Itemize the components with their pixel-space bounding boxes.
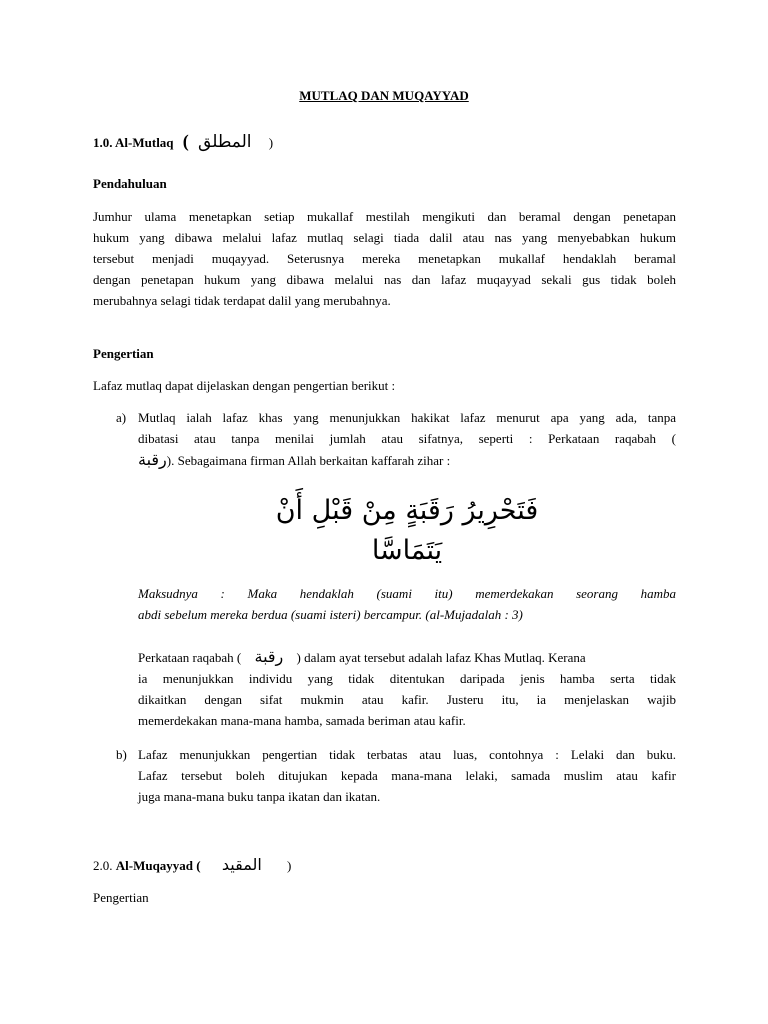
list-item-a-line-text: ). Sebagaimana firman Allah berkaitan kaffarah zihar : (166, 453, 451, 468)
explanation-line: memerdekakan mana-mana hamba, samada beriman atau kafir. (138, 713, 466, 728)
pendahuluan-line: hukum yang dibawa melalui lafaz mutlaq selagi tiada dalil atau nas yang menyebabkan hukum (93, 230, 676, 245)
section-2-number: 2.0. (93, 858, 113, 873)
pendahuluan-line: merubahnya selagi tidak terdapat dalil yang merubahnya. (93, 293, 391, 308)
quran-verse-line-2: يَتَمَاسَّا (371, 535, 443, 566)
raqabah-arabic: رقبة (138, 450, 167, 469)
section-1-close-paren: ) (268, 135, 274, 150)
translation-line: Maksudnya : Maka hendaklah (suami itu) memerdekakan seorang hamba (138, 586, 676, 601)
pengertian-heading: Pengertian (93, 346, 154, 361)
list-item-a-line: dibatasi atau tanpa menilai jumlah atau sifatnya, seperti : Perkataan raqabah ( (138, 431, 676, 446)
document-title: MUTLAQ DAN MUQAYYAD (299, 88, 469, 103)
explanation-line (138, 646, 676, 668)
section-1-number: 1.0. Al-Mutlaq (93, 135, 174, 150)
list-item-label: a) (116, 410, 127, 425)
section-1-heading (93, 131, 273, 152)
list-item-a-line (138, 449, 676, 471)
raqabah-arabic-2: رقبة (254, 647, 284, 666)
section-1-arabic: المطلق (198, 132, 252, 152)
section-2-heading (93, 855, 291, 874)
pendahuluan-line: tersebut menjadi muqayyad. Seterusnya mereka menetapkan mukallaf hendaklah beramal (93, 251, 676, 266)
explanation-text: ) dalam ayat tersebut adalah lafaz Khas Mutlaq. Kerana (296, 650, 586, 665)
section-2-name: Al-Muqayyad ( (115, 858, 201, 873)
verse-translation (138, 583, 676, 625)
list-item-b-line: Lafaz tersebut boleh ditujukan kepada mana-mana lelaki, samada muslim atau kafir (138, 768, 676, 783)
quran-verse-line-1: فَتَحْرِيرُ رَقَبَةٍ مِنْ قَبْلِ أَنْ (275, 495, 539, 526)
list-item-a-text (138, 407, 676, 471)
section-2-pengertian: Pengertian (93, 890, 149, 905)
section-2-close-paren: ) (287, 858, 292, 873)
list-item-b-line: Lafaz menunjukkan pengertian tidak terbatas atau luas, contohnya : Lelaki dan buku. (138, 747, 676, 762)
explanation-line: ia menunjukkan individu yang tidak ditentukan daripada jenis hamba serta tidak (138, 671, 676, 686)
section-2-arabic: المقيد (221, 855, 262, 874)
pendahuluan-paragraph (93, 206, 676, 311)
list-item-a-line: Mutlaq ialah lafaz khas yang menunjukkan hakikat lafaz menurut apa yang ada, tanpa (138, 410, 676, 425)
translation-line: abdi sebelum mereka berdua (suami isteri) bercampur. (al-Mujadalah : 3) (138, 607, 523, 622)
list-item-b-text (138, 744, 676, 807)
pendahuluan-heading: Pendahuluan (93, 176, 167, 191)
explanation-line: dikaitkan dengan sifat mukmin atau kafir. Justeru itu, ia menjelaskan wajib (138, 692, 676, 707)
pengertian-intro: Lafaz mutlaq dapat dijelaskan dengan pengertian berikut : (93, 378, 396, 393)
pendahuluan-line: Jumhur ulama menetapkan setiap mukallaf mestilah mengikuti dan beramal dengan penetapan (93, 209, 676, 224)
raqabah-explanation (138, 646, 676, 731)
explanation-text: Perkataan raqabah ( (138, 650, 242, 665)
section-1-open-paren: ( (182, 131, 189, 151)
list-item-b-line: juga mana-mana buku tanpa ikatan dan ikatan. (138, 789, 381, 804)
list-item-label: b) (116, 747, 127, 762)
pendahuluan-line: dengan penetapan hukum yang dibawa melalui nas dan lafaz muqayyad sekali gus tidak boleh (93, 272, 676, 287)
